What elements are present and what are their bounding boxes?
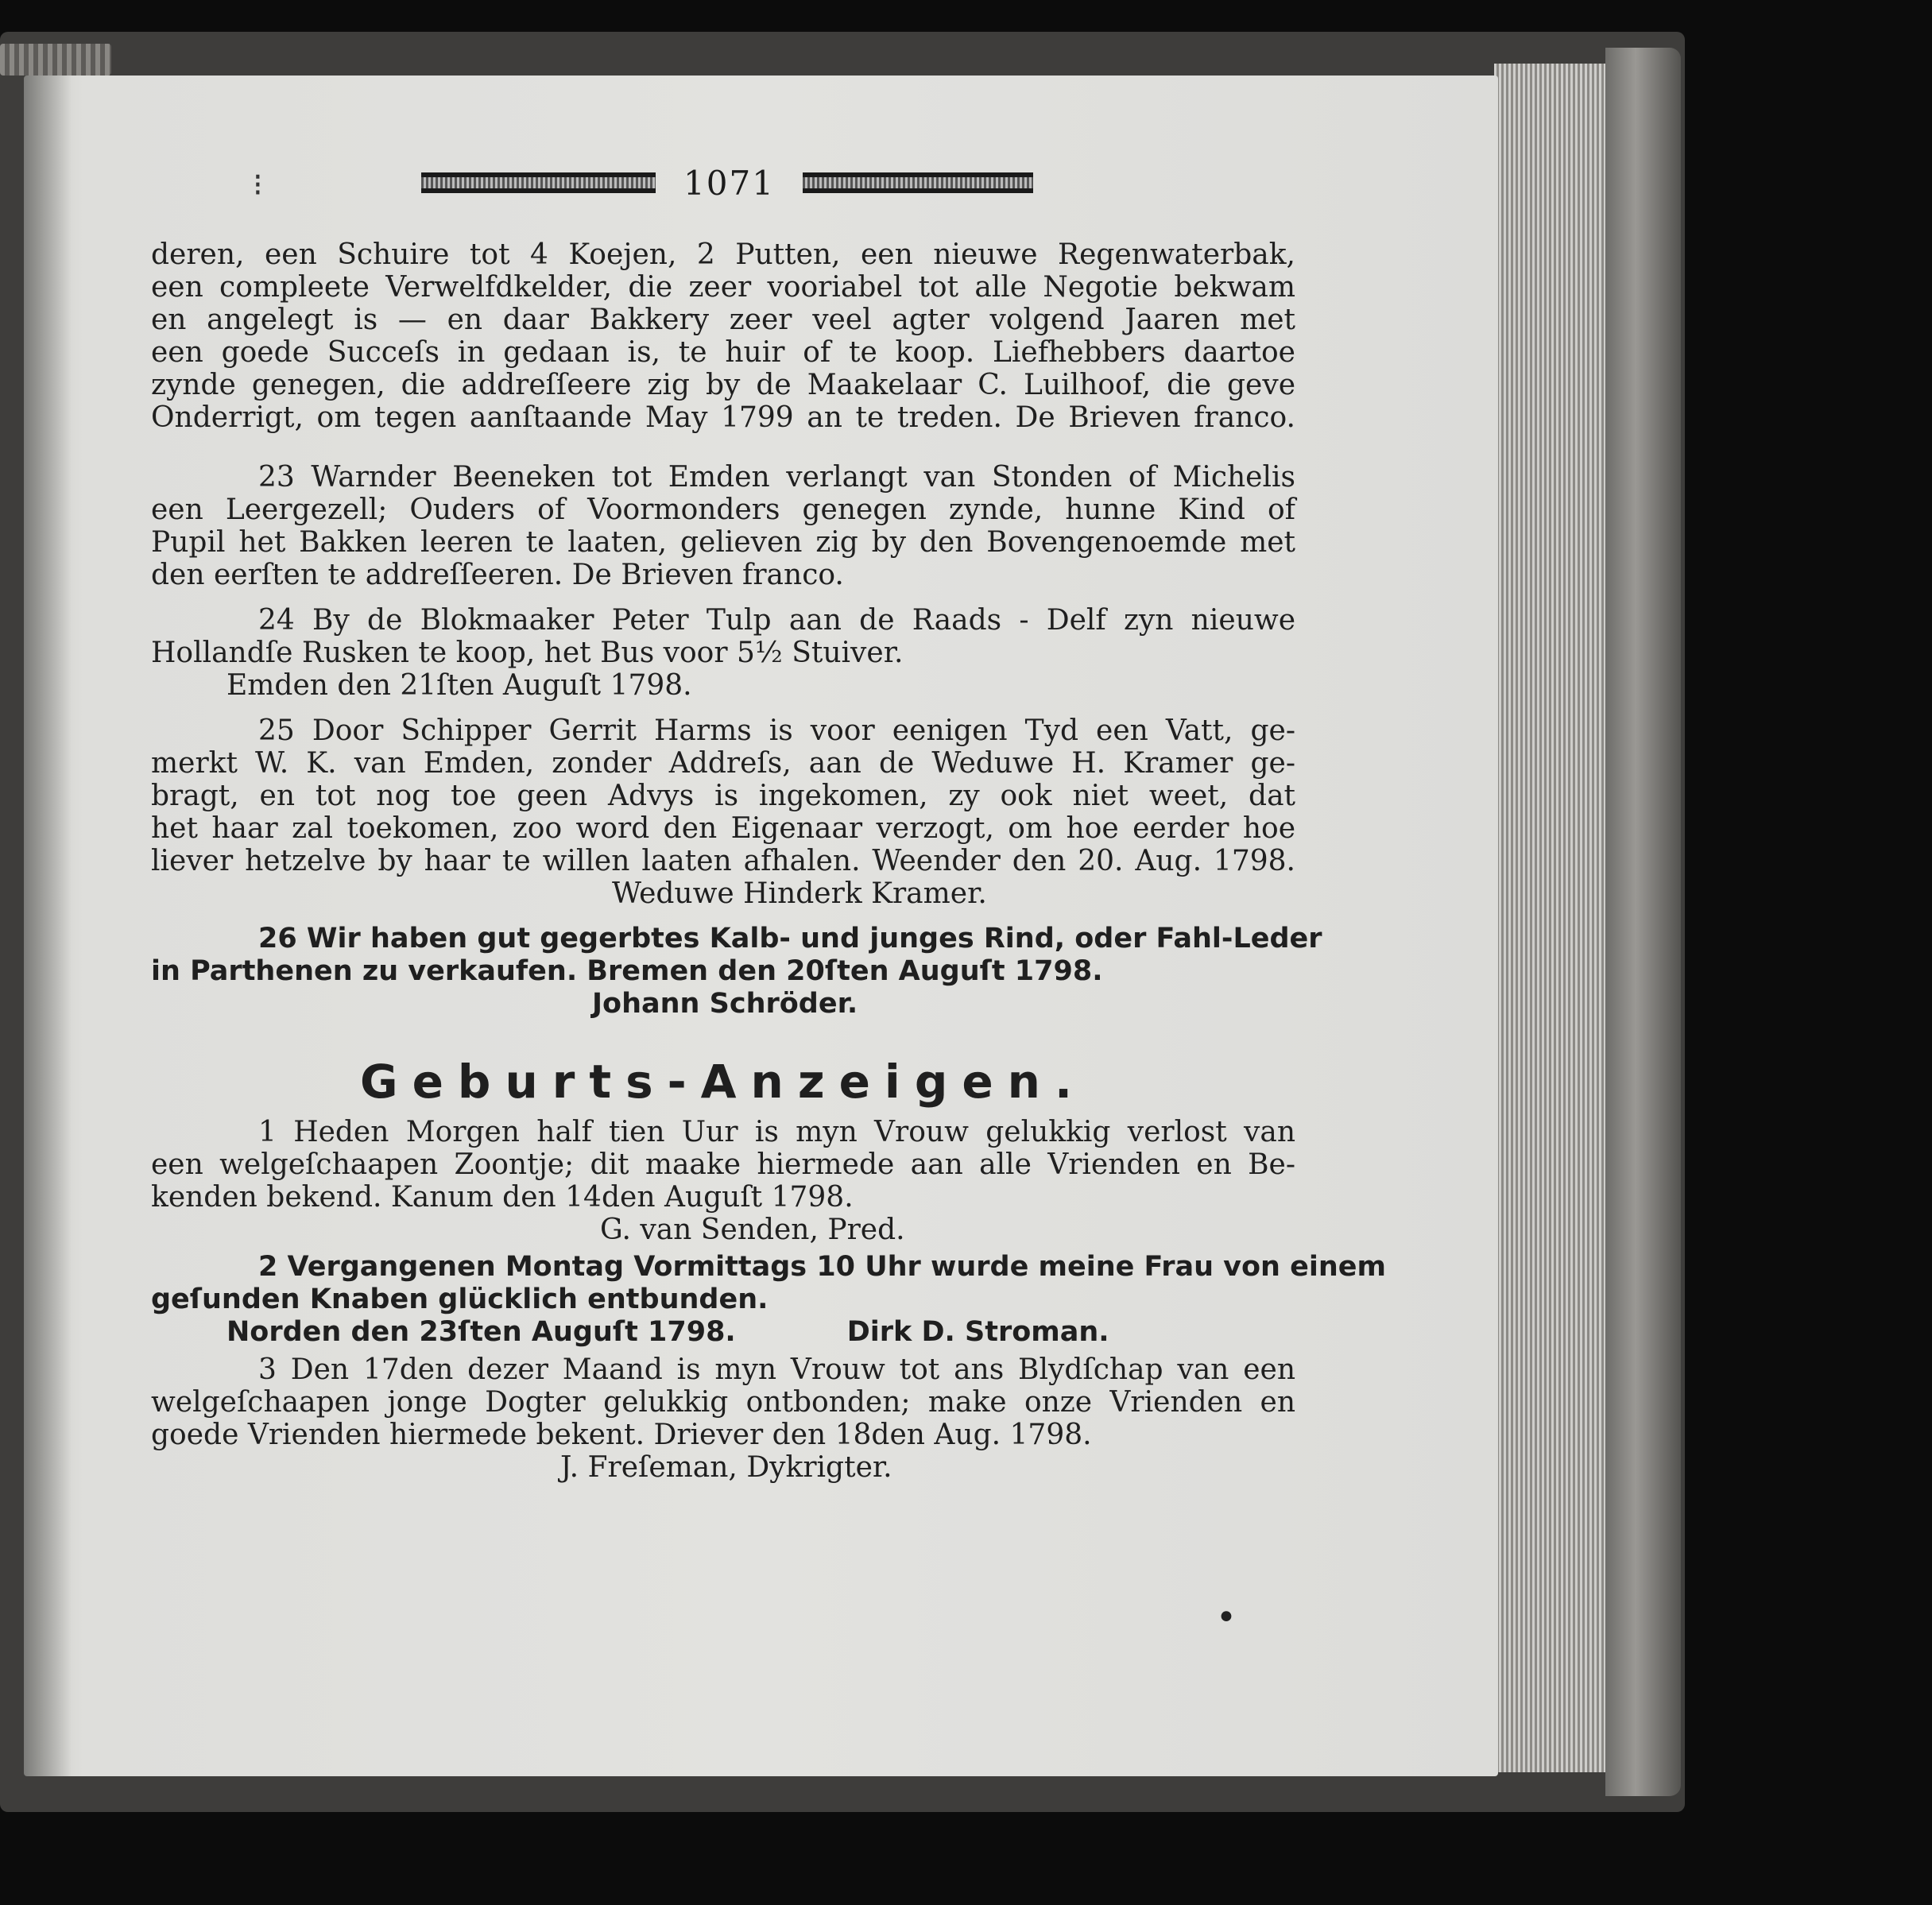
section-heading: Geburts-Anzeigen.: [359, 1055, 1086, 1109]
birth-notice-2: [151, 1251, 1387, 1349]
page-header: [421, 159, 1033, 207]
header-rule-right: [803, 172, 1033, 193]
signature: Weduwe Hinderk Kramer.: [612, 877, 987, 910]
signature: Johann Schröder.: [592, 988, 858, 1020]
spine-binding: [0, 44, 111, 76]
text-line: een goede Succeſs in gedaan is, te huir of te koop. Liefhebbers daartoe: [151, 336, 1295, 369]
signature: J. Freſeman, Dykrigter.: [560, 1451, 892, 1484]
birth-notice-1: [151, 1116, 1295, 1246]
gutter-shadow: [24, 76, 72, 1776]
text-line: 24 By de Blokmaaker Peter Tulp aan de Raads - Delf zyn nieuwe: [258, 604, 1295, 637]
text-line: kenden bekend. Kanum den 14den Auguſt 1798.: [151, 1181, 854, 1214]
paragraph-continued: [151, 238, 1295, 434]
text-line: Hollandſe Rusken te koop, het Bus voor 5½ Stuiver.: [151, 637, 904, 669]
text-line: goede Vrienden hiermede bekent. Driever den 18den Aug. 1798.: [151, 1419, 1092, 1451]
text-line: Onderrigt, om tegen aanſtaande May 1799 an te treden. De Brieven franco.: [151, 401, 1295, 434]
header-rule-left: [421, 172, 656, 193]
text-line: welgeſchaapen jonge Dogter gelukkig ontbonden; make onze Vrienden en: [151, 1386, 1295, 1419]
text-line: Emden den 21ſten Auguſt 1798.: [226, 669, 692, 702]
cover-edge: [1605, 48, 1681, 1796]
page-edges: [1494, 64, 1605, 1772]
text-line: 2 Vergangenen Montag Vormittags 10 Uhr wurde meine Frau von einem: [258, 1251, 1387, 1283]
text-line: 26 Wir haben gut gegerbtes Kalb- und junges Rind, oder Fahl-Leder: [258, 923, 1322, 954]
birth-notice-3: [151, 1353, 1295, 1484]
notice-24: [151, 604, 1295, 702]
notice-26: [151, 923, 1322, 1020]
text-line: een compleete Verwelfdkelder, die zeer vooriabel tot alle Negotie bekwam: [151, 271, 1295, 304]
signature: Dirk D. Stroman.: [846, 1316, 1109, 1348]
notice-23: [151, 461, 1295, 591]
text-line: liever hetzelve by haar te willen laaten afhalen. Weender den 20. Aug. 1798.: [151, 845, 1295, 877]
place-date: Norden den 23ſten Auguſt 1798.: [226, 1316, 736, 1348]
text-line: en angelegt is — en daar Bakkery zeer veel agter volgend Jaaren met: [151, 304, 1295, 336]
notice-25: [151, 714, 1295, 910]
page-number: 1071: [683, 163, 775, 203]
text-line: 23 Warnder Beeneken tot Emden verlangt van Stonden of Michelis: [258, 461, 1295, 494]
text-line: een welgeſchaapen Zoontje; dit maake hiermede aan alle Vrienden en Be-: [151, 1148, 1295, 1181]
text-line: 25 Door Schipper Gerrit Harms is voor eenigen Tyd een Vatt, ge-: [258, 714, 1295, 747]
text-line: merkt W. K. van Emden, zonder Addreſs, aan de Weduwe H. Kramer ge-: [151, 747, 1295, 780]
page-text: [151, 238, 1387, 1484]
text-line: 1 Heden Morgen half tien Uur is myn Vrouw gelukkig verlost van: [258, 1116, 1295, 1148]
text-line: in Parthenen zu verkaufen. Bremen den 20ſten Auguſt 1798.: [151, 955, 1103, 987]
text-line: bragt, en tot nog toe geen Advys is ingekomen, zy ook niet weet, dat: [151, 780, 1295, 812]
text-line: 3 Den 17den dezer Maand is myn Vrouw tot ans Blydſchap van een: [258, 1353, 1295, 1386]
signature: G. van Senden, Pred.: [600, 1214, 905, 1246]
marginal-mark: ⁝: [253, 167, 263, 203]
text-line: Pupil het Bakken leeren te laaten, gelieven zig by den Bovengenoemde met: [151, 526, 1295, 559]
text-line: geſunden Knaben glücklich entbunden.: [151, 1284, 769, 1315]
text-line: deren, een Schuire tot 4 Koejen, 2 Putten, een nieuwe Regenwaterbak,: [151, 238, 1295, 271]
text-line: [151, 1316, 1295, 1349]
text-line: het haar zal toekomen, zoo word den Eigenaar verzogt, om hoe eerder hoe: [151, 812, 1295, 845]
ink-spot: •: [1216, 1597, 1237, 1638]
text-line: den eerſten te addreſſeeren. De Brieven franco.: [151, 559, 844, 591]
text-line: een Leergezell; Ouders of Voormonders genegen zynde, hunne Kind of: [151, 494, 1295, 526]
text-line: zynde genegen, die addreſſeere zig by de Maakelaar C. Luilhoof, die geve: [151, 369, 1295, 401]
